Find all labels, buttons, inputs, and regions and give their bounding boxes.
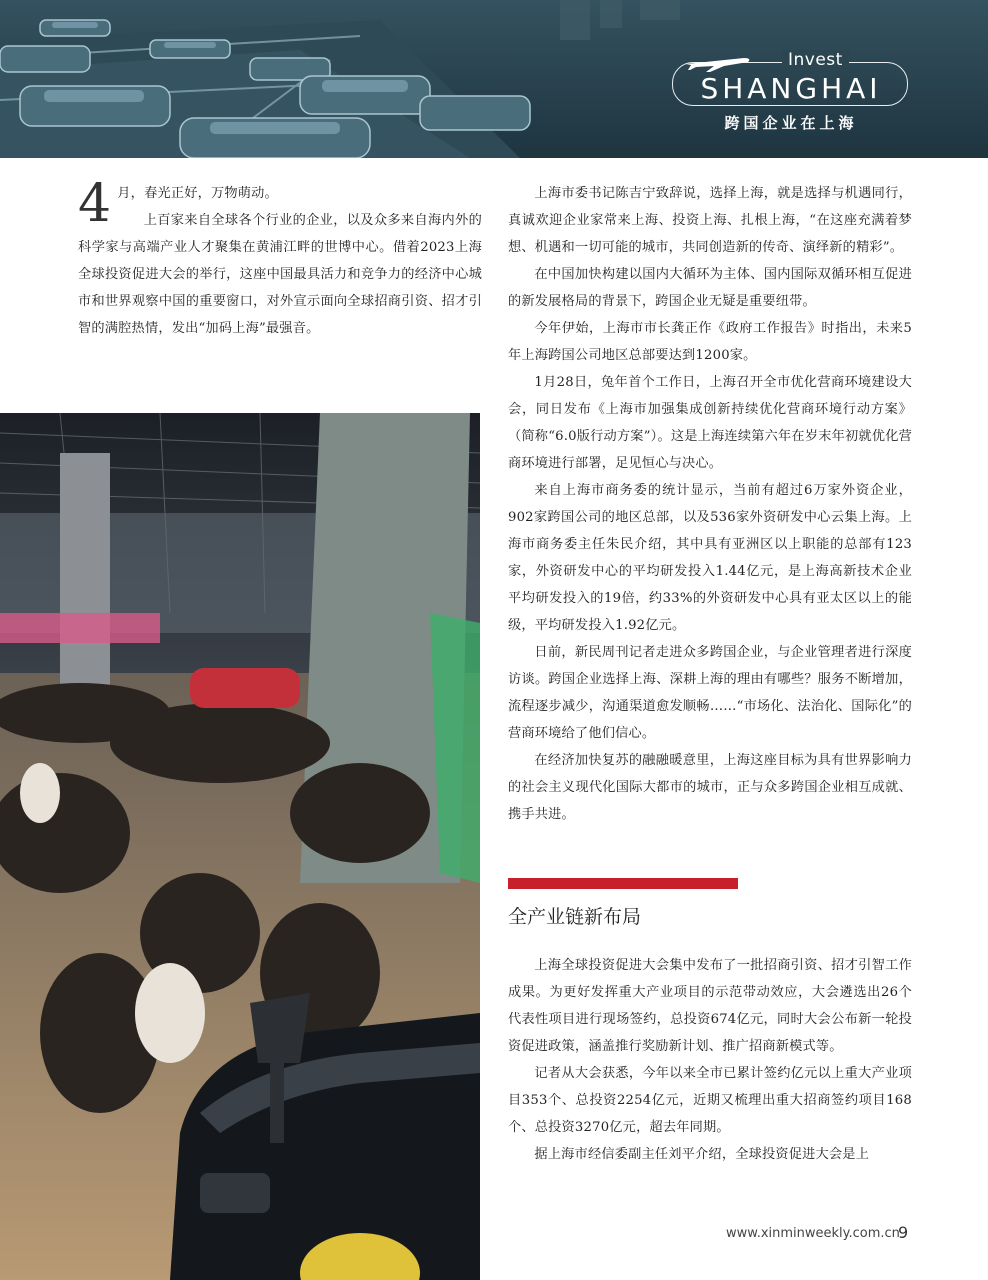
paragraph: 日前，新民周刊记者走进众多跨国企业，与企业管理者进行深度访谈。跨国企业选择上海、深耕上海的理由有哪些？服务不断增加，流程逐步减少，沟通渠道愈发顺畅……“市场化、法治化、国际化”的营商环境给了他们信心。 bbox=[508, 645, 912, 741]
intro-text: 上百家来自全球各个行业的企业，以及众多来自海内外的科学家与高端产业人才聚集在黄浦江畔的世博中心。借着2023上海全球投资促进大会的举行，这座中国最具活力和竞争力的经济中心城市和世界观察中国的重要窗口，对外宣示面向全球招商引资、招才引智的满腔热情，发出“加码上海”最强音。 bbox=[78, 213, 482, 336]
paragraph: 上海全球投资促进大会集中发布了一批招商引资、招才引智工作成果。为更好发挥重大产业项目的示范带动效应，大会遴选出26个代表性项目进行现场签约，总投资674亿元，同时大会公布新一轮投资促进政策，涵盖推行奖励新计划、推广招商新模式等。 bbox=[508, 958, 912, 1054]
paragraph: 据上海市经信委副主任刘平介绍，全球投资促进大会是上 bbox=[534, 1147, 870, 1162]
footer-url[interactable]: www.xinminweekly.com.cn bbox=[726, 1226, 900, 1241]
header-banner bbox=[0, 0, 988, 158]
main-text-column bbox=[508, 180, 912, 828]
paragraph: 1月28日，兔年首个工作日，上海召开全市优化营商环境建设大会，同日发布《上海市加强集成创新持续优化营商环境行动方案》（简称“6.0版行动方案”）。这是上海连续第六年在岁末年初就优化营商环境进行部署，足见恒心与决心。 bbox=[508, 375, 912, 471]
page-number: 9 bbox=[898, 1223, 909, 1242]
section-heading: 全产业链新布局 bbox=[508, 906, 642, 928]
paragraph: 今年伊始，上海市市长龚正作《政府工作报告》时指出，未来5年上海跨国公司地区总部要达到1200家。 bbox=[508, 321, 912, 363]
paragraph: 来自上海市商务委的统计显示，当前有超过6万家外资企业，902家跨国公司的地区总部，以及536家外资研发中心云集上海。上海市商务委主任朱民介绍，其中具有亚洲区以上职能的总部有123家，外资研发中心的平均研发投入1.44亿元，是上海高新技术企业平均研发投入的19倍，约33%的外资研发中心具有亚太区以上的能级，平均研发投入1.92亿元。 bbox=[508, 483, 912, 633]
drop-cap: 4 bbox=[78, 174, 112, 234]
paragraph: 记者从大会获悉，今年以来全市已累计签约亿元以上重大产业项目353个、总投资2254亿元，近期又梳理出重大招商签约项目168个、总投资3270亿元，超去年同期。 bbox=[508, 1066, 912, 1135]
auto-show-photo bbox=[0, 413, 480, 1280]
invest-shanghai-logo bbox=[666, 48, 916, 140]
logo-shanghai-text: SHANGHAI bbox=[700, 72, 882, 105]
section-accent-bar bbox=[508, 878, 738, 889]
paragraph: 在经济加快复苏的融融暖意里，上海这座目标为具有世界影响力的社会主义现代化国际大都市的城市，正与众多跨国企业相互成就、携手共进。 bbox=[508, 753, 912, 822]
paragraph: 在中国加快构建以国内大循环为主体、国内国际双循环相互促进的新发展格局的背景下，跨国企业无疑是重要纽带。 bbox=[508, 267, 912, 309]
section-text-column bbox=[508, 952, 912, 1168]
intro-lead: 月，春光正好，万物萌动。 bbox=[117, 186, 278, 201]
intro-paragraph bbox=[78, 174, 482, 342]
intro-column bbox=[78, 174, 482, 342]
paragraph: 上海市委书记陈吉宁致辞说，选择上海，就是选择与机遇同行，真诚欢迎企业家常来上海、投资上海、扎根上海，“在这座充满着梦想、机遇和一切可能的城市，共同创造新的传奇、演绎新的精彩”。 bbox=[508, 186, 912, 255]
logo-subtitle: 跨国企业在上海 bbox=[724, 114, 858, 132]
exhibition-hall-illustration bbox=[0, 413, 480, 1280]
airplane-icon bbox=[684, 50, 754, 74]
logo-invest-text: Invest bbox=[782, 50, 849, 70]
